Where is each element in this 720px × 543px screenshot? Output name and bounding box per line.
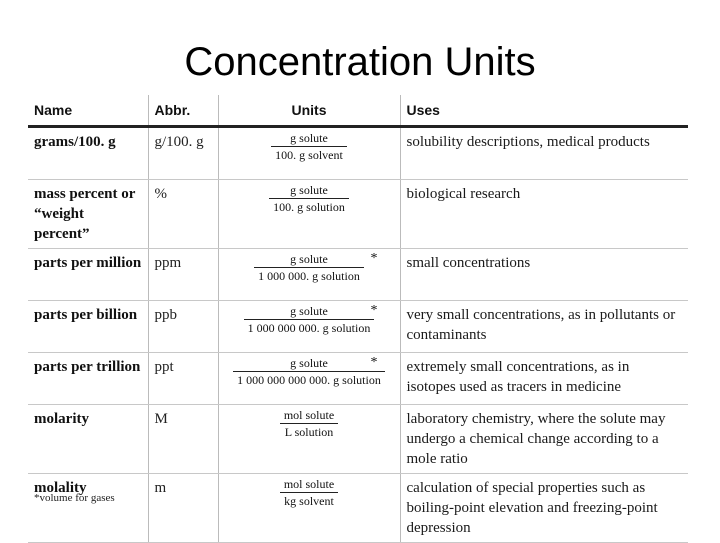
unit-expression (218, 249, 400, 301)
unit-expression (218, 474, 400, 543)
footnote: *volume for gases (34, 492, 115, 504)
unit-uses: very small concentrations, as in pollutants or contaminants (400, 301, 688, 353)
gas-volume-marker: * (370, 355, 378, 370)
header-uses: Uses (400, 95, 688, 127)
unit-uses: small concentrations (400, 249, 688, 301)
unit-fraction (233, 356, 385, 388)
unit-expression (218, 405, 400, 474)
fraction-numerator: mol solute (283, 477, 335, 491)
unit-fraction (271, 131, 347, 163)
fraction-numerator: g solute (290, 183, 328, 197)
unit-abbreviation: m (148, 474, 218, 543)
table-row (28, 301, 688, 353)
unit-abbreviation: ppt (148, 353, 218, 405)
fraction-numerator: g solute (290, 131, 328, 145)
unit-abbreviation: g/100. g (148, 127, 218, 180)
table-row (28, 127, 688, 180)
concentration-units-table (28, 95, 688, 543)
gas-volume-marker: * (370, 251, 378, 266)
unit-abbreviation: % (148, 180, 218, 249)
fraction-denominator: 1 000 000 000. g solution (244, 319, 375, 336)
fraction-numerator: mol solute (283, 408, 335, 422)
unit-uses: solubility descriptions, medical products (400, 127, 688, 180)
concentration-units-table-container (28, 95, 688, 543)
table-row (28, 353, 688, 405)
unit-fraction (280, 477, 338, 509)
unit-name: parts per billion (28, 301, 148, 353)
unit-name: mass percent or “weight percent” (28, 180, 148, 249)
unit-uses: calculation of special properties such as boiling-point elevation and freezing-point depression (400, 474, 688, 543)
unit-expression (218, 353, 400, 405)
fraction-denominator: 1 000 000 000 000. g solution (233, 371, 385, 388)
table-header-row (28, 95, 688, 127)
fraction-numerator: g solute (290, 304, 328, 318)
unit-fraction (269, 183, 349, 215)
unit-expression (218, 180, 400, 249)
unit-uses: biological research (400, 180, 688, 249)
fraction-numerator: g solute (290, 356, 328, 370)
table-row (28, 249, 688, 301)
unit-name: grams/100. g (28, 127, 148, 180)
table-row (28, 405, 688, 474)
unit-abbreviation: M (148, 405, 218, 474)
fraction-denominator: 1 000 000. g solution (254, 267, 364, 284)
table-row (28, 180, 688, 249)
slide-title: Concentration Units (184, 40, 536, 84)
unit-fraction (280, 408, 338, 440)
unit-uses: laboratory chemistry, where the solute may undergo a chemical change according to a mole ratio (400, 405, 688, 474)
unit-name: molarity (28, 405, 148, 474)
unit-name: molality (28, 474, 148, 543)
unit-name: parts per million (28, 249, 148, 301)
fraction-numerator: g solute (290, 252, 328, 266)
unit-abbreviation: ppm (148, 249, 218, 301)
fraction-denominator: 100. g solution (269, 198, 349, 215)
unit-uses: extremely small concentrations, as in isotopes used as tracers in medicine (400, 353, 688, 405)
header-name: Name (28, 95, 148, 127)
fraction-denominator: L solution (280, 423, 338, 440)
unit-expression (218, 127, 400, 180)
unit-fraction (254, 252, 364, 284)
unit-abbreviation: ppb (148, 301, 218, 353)
header-units: Units (218, 95, 400, 127)
unit-name: parts per trillion (28, 353, 148, 405)
table-row (28, 474, 688, 543)
unit-fraction (244, 304, 375, 336)
header-abbr: Abbr. (148, 95, 218, 127)
fraction-denominator: kg solvent (280, 492, 338, 509)
gas-volume-marker: * (370, 303, 378, 318)
fraction-denominator: 100. g solvent (271, 146, 347, 163)
unit-expression (218, 301, 400, 353)
